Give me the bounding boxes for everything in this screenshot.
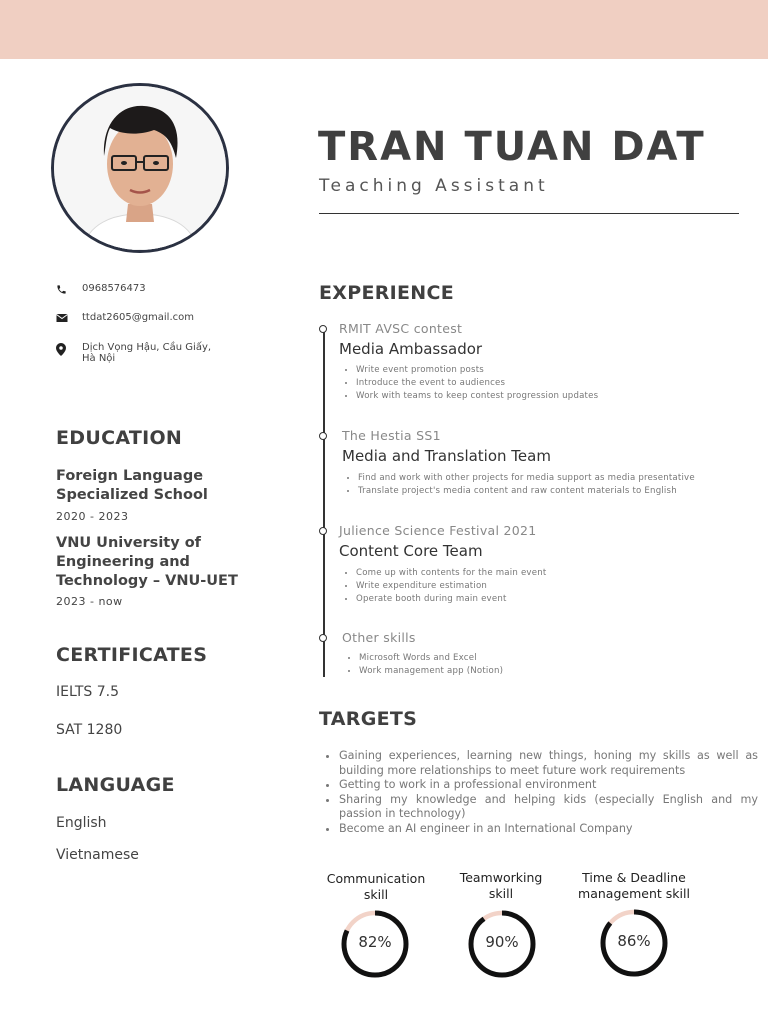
language-item: Vietnamese bbox=[56, 847, 139, 863]
list-item: • Gaining experiences, learning new things, honing my skills as well as building more relationships to meet future work requirements bbox=[339, 749, 758, 778]
skill-label-time-management: Time & Deadline management skill bbox=[578, 870, 690, 901]
timeline-dot bbox=[319, 432, 327, 440]
timeline-dot bbox=[319, 634, 327, 642]
top-accent-bar bbox=[0, 0, 768, 59]
education-school-1: Foreign Language Specialized School bbox=[56, 468, 208, 503]
address-line-1: Dịch Vọng Hậu, Cầu Giấy, bbox=[82, 342, 212, 353]
list-item: • Introduce the event to audiences bbox=[356, 377, 598, 390]
experience-role: Media Ambassador bbox=[339, 340, 483, 358]
experience-bullets bbox=[343, 652, 503, 678]
education-dates-1: 2020 - 2023 bbox=[56, 510, 129, 523]
skill-label-teamworking: Teamworking skill bbox=[459, 870, 543, 901]
targets-heading: TARGETS bbox=[319, 708, 418, 730]
certificate-item: SAT 1280 bbox=[56, 722, 123, 738]
experience-role: Content Core Team bbox=[339, 542, 483, 560]
contact-email bbox=[56, 312, 194, 324]
timeline-line bbox=[323, 330, 325, 677]
skill-percent-time-management: 86% bbox=[617, 932, 651, 950]
certificates-heading: CERTIFICATES bbox=[56, 644, 208, 666]
skill-percent-communication: 82% bbox=[358, 933, 392, 951]
experience-org: Other skills bbox=[342, 630, 416, 645]
experience-org: Julience Science Festival 2021 bbox=[339, 523, 537, 538]
skill-label-communication: Communication skill bbox=[326, 871, 426, 902]
experience-bullets bbox=[342, 472, 695, 498]
list-item: • Write event promotion posts bbox=[356, 364, 598, 377]
address-line-2: Hà Nội bbox=[82, 353, 116, 364]
phone-icon bbox=[56, 283, 82, 295]
experience-org: RMIT AVSC contest bbox=[339, 321, 463, 336]
email-address[interactable]: ttdat2605@gmail.com bbox=[82, 312, 194, 323]
list-item: • Operate booth during main event bbox=[356, 593, 546, 606]
list-item: • Getting to work in a professional environment bbox=[339, 778, 758, 793]
candidate-name: TRAN TUAN DAT bbox=[318, 124, 706, 170]
experience-org: The Hestia SS1 bbox=[342, 428, 441, 443]
list-item: • Write expenditure estimation bbox=[356, 580, 546, 593]
education-heading: EDUCATION bbox=[56, 427, 183, 449]
portrait-illustration bbox=[54, 86, 226, 250]
list-item: • Work with teams to keep contest progression updates bbox=[356, 390, 598, 403]
timeline-dot bbox=[319, 527, 327, 535]
address-text bbox=[82, 342, 211, 364]
list-item: • Sharing my knowledge and helping kids (especially English and my passion in technology) bbox=[339, 793, 758, 822]
timeline-dot bbox=[319, 325, 327, 333]
experience-bullets bbox=[340, 567, 546, 606]
experience-role: Media and Translation Team bbox=[342, 447, 551, 465]
targets-list bbox=[320, 749, 758, 836]
education-school-2: VNU University of Engineering and Technology – VNU-UET bbox=[56, 535, 238, 589]
list-item: • Come up with contents for the main event bbox=[356, 567, 546, 580]
location-pin-icon bbox=[56, 342, 82, 356]
experience-bullets bbox=[340, 364, 598, 403]
language-heading: LANGUAGE bbox=[56, 774, 175, 796]
header-divider bbox=[319, 213, 739, 214]
list-item: • Become an AI engineer in an International Company bbox=[339, 822, 758, 837]
education-dates-2: 2023 - now bbox=[56, 595, 123, 608]
language-item: English bbox=[56, 815, 107, 831]
list-item: • Translate project's media content and raw content materials to English bbox=[358, 485, 695, 498]
profile-photo bbox=[51, 83, 229, 253]
certificate-item: IELTS 7.5 bbox=[56, 684, 119, 700]
skill-percent-teamworking: 90% bbox=[485, 933, 519, 951]
contact-address bbox=[56, 342, 211, 364]
candidate-role: Teaching Assistant bbox=[319, 176, 549, 196]
experience-heading: EXPERIENCE bbox=[319, 282, 455, 304]
phone-number: 0968576473 bbox=[82, 283, 146, 294]
contact-phone bbox=[56, 283, 146, 295]
list-item: • Find and work with other projects for media support as media presentative bbox=[358, 472, 695, 485]
list-item: • Work management app (Notion) bbox=[359, 665, 503, 678]
mail-icon bbox=[56, 312, 82, 324]
list-item: • Microsoft Words and Excel bbox=[359, 652, 503, 665]
